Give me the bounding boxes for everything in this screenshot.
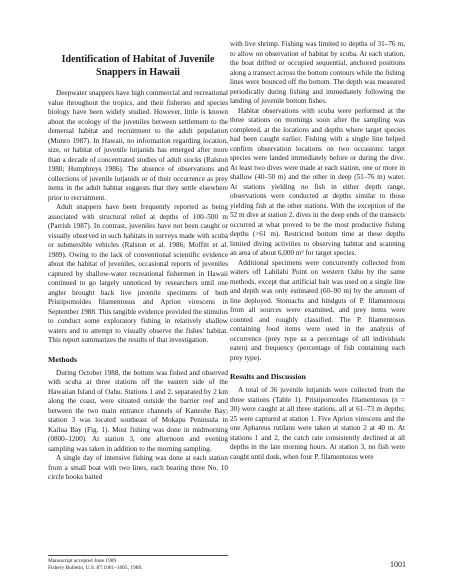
paragraph: Adult snappers have been frequently reported as being associated with structural relief at depths of 100–500 m (Parrish 1987). In contrast, juveniles have not been caught or visually observed in such habitats in surveys made with scuba or submersible vehicles (Ralston et al. 1986; Moffitt et al. 1989). Owing to the lack of conventional scientific evidence about the habitat of juveniles, occasional reports of juveniles captured by shallow-water recreational fishermen in Hawaii continued to go largely unnoticed by researchers until one angler brought back live juvenile specimens of both Pristipomoides filamentosus and Aprion virescens in September 1988. This tangible evidence provided the stimulus to conduct some exploratory fishing in relatively shallow waters and to attempt to visually observe the fishes' habitat. This report summarizes the results of that investigation.: [48, 203, 228, 344]
footnote-manuscript: Manuscript accepted June 1989.: [48, 558, 118, 564]
paragraph: Deepwater snappers have high commercial and recreational value throughout the tropics, and their fisheries and species biology have been widely studied. However, little is known about the ecology of the juveniles between settlement to the demersal habitat and recruitment to the adult population (Munro 1987). In Hawaii, no information regarding location, size, or habitat of juvenile lutjanids has emerged after more than a decade of concentrated studies of adult stocks (Ralston 1980; Humphreys 1986). The absence of observations and collections of juvenile lutjanids or of their occurrence as prey items in the adult habitat suggests that they settle elsewhere prior to recruitment.: [48, 89, 228, 202]
paragraph: with live shrimp. Fishing was limited to depths of 31–76 m, to allow on observation of habitat by scuba. At each station, the boat drifted or occupied sequential, anchored positions along a transect across the bottom contours while the fishing lines were bounced off the bottom. The depth was measured periodically during fishing and immediately following the landing of juvenile bottom fishes.: [230, 40, 405, 105]
right-column: [230, 40, 405, 462]
paragraph: A single day of intensive fishing was done at each station from a small boat with two lines, each bearing three No. 10 circle hooks baited: [48, 454, 228, 481]
paragraph: During October 1988, the bottom was fished and observed with scuba at three stations off the eastern side of the Hawaiian Island of Oahu. Stations 1 and 2, separated by 2 km along the coast, were situated outside the barrier reef and between the two main entrance channels of Kaneohe Bay; station 3 was located southeast of Mokapu Peninsula in Kailua Bay (Fig. 1). Most fishing was done in midmorning (0800–1200). At station 3, one afternoon and evening sampling was taken in addition to the morning sampling.: [48, 368, 228, 453]
left-column: [48, 40, 228, 483]
results-heading: Results and Discussion: [230, 372, 306, 381]
methods-heading: Methods: [48, 354, 78, 364]
page-number: 1001: [390, 560, 406, 569]
paragraph: A total of 36 juvenile lutjanids were collected from the three stations (Table 1). Pristipomoides filamentosus (n = 30) were caught at all three stations, all at 61–73 m depths; 25 were captured at station 1. Five Aprion virescens and the one Aphareus rutilans were taken at station 2 at 40 m. At stations 1 and 2, the catch rate consistently declined at all depths in the late morning hours. At station 3, no fish were caught until dusk, when four P. filamentosus were: [230, 386, 405, 461]
footnote-citation: Fishery Bulletin, U.S. 87:1001–1005, 1989.: [48, 565, 143, 572]
paragraph: Additional specimens were concurrently collected from waters off Lahilahi Point on western Oahu by the same methods, except that artificial bait was used on a single line and depth was only estimated (60–90 m) by the amount of line deployed. Stomachs and hindguts of P. filamentosus from all sources were examined, and prey items were counted and roughly classified. The P. filamentosus containing food items were used in the analysis of occurrence (prey type as a percentage of all individuals eaten) and frequency (percentage of fish containing each prey type).: [230, 258, 405, 362]
paragraph: Habitat observations with scuba were performed at the three stations on mornings soon after the sampling was completed, at the locations and depths where target species had been caught earlier. Fishing with a single line helped confirm observation locations on two occasions: target species were landed immediately before or during the dive. At least two dives were made at each station, one or more in shallow (40–50 m) and the other in deep (51–76 m) water. At stations yielding no fish in either depth range, observations were conducted at depths similar to those yielding fish at the other stations. With the exception of the 52 m dive at station 2, dives in the deep ends of the transects occurred at what proved to be the most productive fishing depths (>61 m). Restricted bottom time at these depths limited diving activities to observing habitat and scanning an area of about 6,000 m² for target species.: [230, 106, 405, 257]
footnote: [48, 555, 228, 573]
article-title: Identification of Habitat of Juvenile Snappers in Hawaii: [61, 54, 215, 78]
